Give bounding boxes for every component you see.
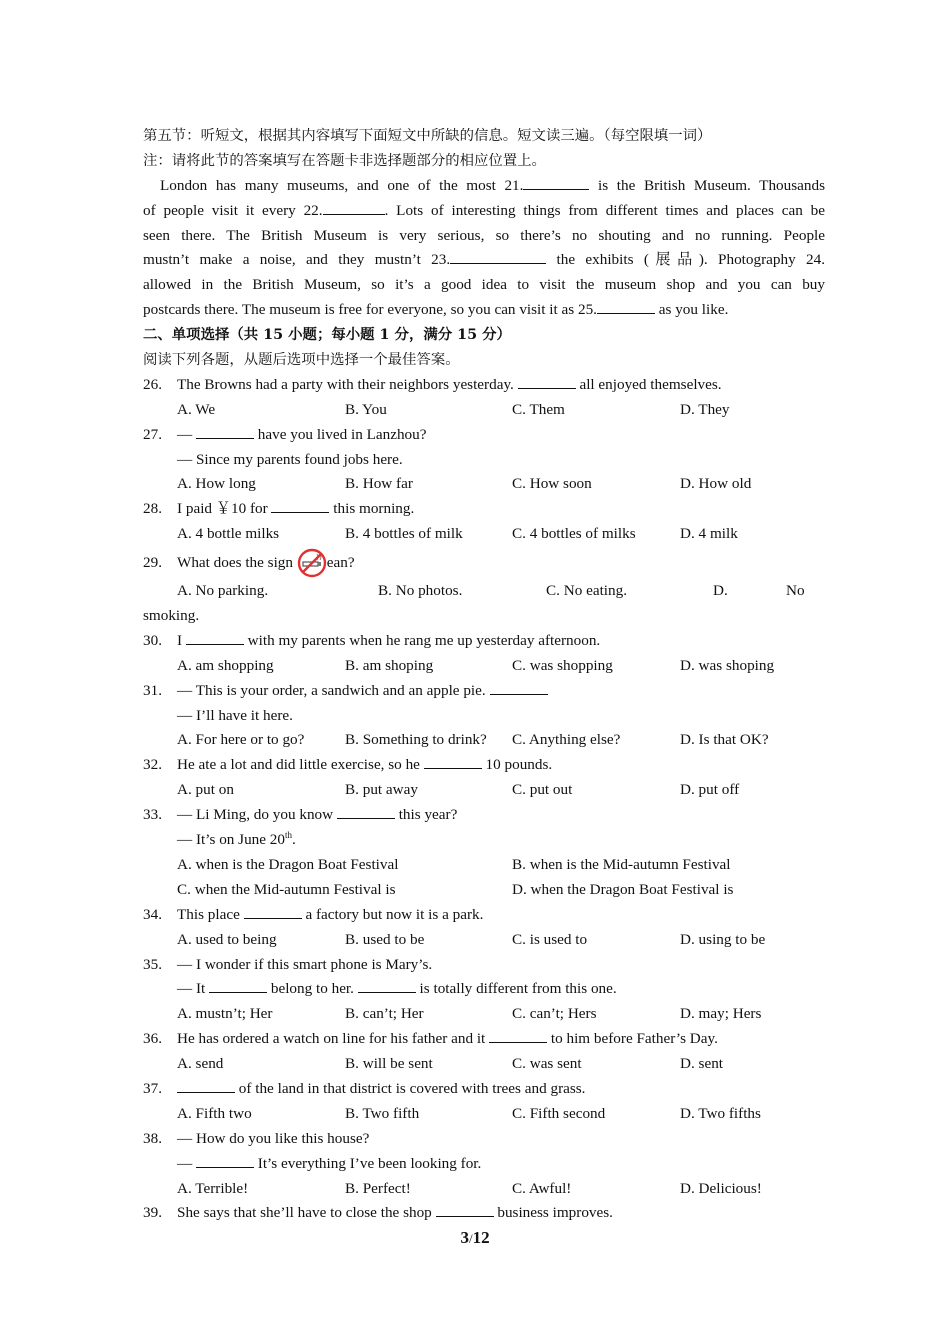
option-c[interactable]: C. How soon [512, 475, 592, 493]
option-b[interactable]: B. Two fifth [345, 1104, 420, 1122]
options-29 [143, 579, 825, 604]
blank-21 [523, 174, 589, 190]
question-28: 28. I paid ￥10 for this morning. [143, 497, 825, 522]
answer-blank [358, 977, 416, 993]
options-33-ab [143, 853, 825, 878]
option-a[interactable]: A. For here or to go? [177, 731, 305, 749]
answer-blank [518, 373, 576, 389]
question-27: 27. — have you lived in Lanzhou? [143, 423, 825, 448]
option-c[interactable]: C. was shopping [512, 656, 613, 674]
question-38: 38. — How do you like this house? [143, 1129, 370, 1147]
option-a[interactable]: A. We [177, 400, 216, 418]
option-c[interactable]: C. Fifth second [512, 1104, 606, 1122]
question-32: 32. He ate a lot and did little exercise, so he 10 pounds. [143, 753, 825, 778]
option-b[interactable]: B. You [345, 400, 387, 418]
options-38 [143, 1177, 825, 1202]
question-27-reply: — Since my parents found jobs here. [177, 450, 403, 468]
option-c[interactable]: C. Awful! [512, 1179, 572, 1197]
option-b[interactable]: B. 4 bottles of milk [345, 525, 463, 543]
question-31: 31. — This is your order, a sandwich and an apple pie. [143, 679, 825, 704]
option-d[interactable]: D. They [680, 400, 730, 418]
answer-blank [337, 803, 395, 819]
option-d[interactable]: D. 4 milk [680, 525, 738, 543]
answer-blank [244, 903, 302, 919]
answer-blank [196, 423, 254, 439]
answer-blank [271, 497, 329, 513]
blank-23 [450, 248, 546, 264]
option-c[interactable]: C. can’t; Hers [512, 1005, 597, 1023]
answer-blank [489, 1027, 547, 1043]
option-d[interactable]: D. was shoping [680, 656, 775, 674]
question-33-reply: — It’s on June 20th. [177, 829, 296, 849]
option-c[interactable]: C. 4 bottles of milks [512, 525, 636, 543]
options-35 [143, 1002, 825, 1027]
passage-line: postcards there. The museum is free for everyone, so you can visit it as 25. as you like. [143, 298, 825, 323]
option-d[interactable]: D. sent [680, 1055, 724, 1073]
option-c[interactable]: C. Anything else? [512, 731, 621, 749]
options-26 [143, 398, 825, 423]
option-b[interactable]: B. am shoping [345, 656, 434, 674]
option-d[interactable]: D. Two fifths [680, 1104, 761, 1122]
option-b[interactable]: B. Something to drink? [345, 731, 487, 749]
exam-page [143, 124, 825, 1226]
option-b[interactable]: B. No photos. [378, 582, 463, 600]
option-a[interactable]: A. put on [177, 781, 234, 799]
options-33-cd [143, 878, 825, 903]
answer-blank [424, 753, 482, 769]
question-26: 26. The Browns had a party with their neighbors yesterday. all enjoyed themselves. [143, 373, 825, 398]
option-d[interactable]: D. Delicious! [680, 1179, 762, 1197]
option-a[interactable]: A. am shopping [177, 656, 274, 674]
option-c[interactable]: C. No eating. [546, 582, 627, 600]
question-35-reply: — It belong to her. is totally different from this one. [143, 977, 825, 1002]
passage-line: London has many museums, and one of the most 21. is the British Museum. Thousands [143, 174, 825, 199]
option-b[interactable]: B. Perfect! [345, 1179, 411, 1197]
option-b[interactable]: B. when is the Mid-autumn Festival [512, 855, 731, 873]
passage-line: mustn’t make a noise, and they mustn’t 23. the exhibits (展品). Photography 24. [143, 248, 825, 273]
options-36 [143, 1052, 825, 1077]
option-a[interactable]: A. Fifth two [177, 1104, 252, 1122]
option-d[interactable]: D. [713, 582, 728, 600]
section5-heading: 第五节：听短文，根据其内容填写下面短文中所缺的信息。短文读三遍。（每空限填一词） [143, 128, 712, 144]
option-b[interactable]: B. can’t; Her [345, 1005, 424, 1023]
option-c[interactable]: C. put out [512, 781, 573, 799]
option-a[interactable]: A. when is the Dragon Boat Festival [177, 855, 399, 873]
option-d[interactable]: D. when the Dragon Boat Festival is [512, 880, 734, 898]
options-27 [143, 472, 825, 497]
options-29-wrap: smoking. [143, 607, 200, 625]
question-34: 34. This place a factory but now it is a park. [143, 903, 825, 928]
options-32 [143, 778, 825, 803]
option-a[interactable]: A. Terrible! [177, 1179, 249, 1197]
passage-line: seen there. The British Museum is very serious, so there’s no shouting and no running. People [143, 226, 825, 244]
question-31-reply: — I’ll have it here. [177, 706, 293, 724]
option-a[interactable]: A. mustn’t; Her [177, 1005, 273, 1023]
option-c[interactable]: C. when the Mid-autumn Festival is [177, 880, 396, 898]
question-36: 36. He has ordered a watch on line for his father and it to him before Father’s Day. [143, 1027, 825, 1052]
question-37: 37. of the land in that district is covered with trees and grass. [143, 1077, 825, 1102]
option-a[interactable]: A. send [177, 1055, 224, 1073]
option-a[interactable]: A. 4 bottle milks [177, 525, 280, 543]
question-35: 35. — I wonder if this smart phone is Mary’s. [143, 955, 433, 973]
blank-22 [323, 199, 385, 215]
question-39: 39. She says that she’ll have to close the shop business improves. [143, 1201, 825, 1226]
option-c[interactable]: C. was sent [512, 1055, 582, 1073]
options-34 [143, 928, 825, 953]
passage-line: allowed in the British Museum, so it’s a good idea to visit the museum shop and you can buy [143, 276, 825, 294]
passage-line: of people visit it every 22. . Lots of interesting things from different times and places can be [143, 199, 825, 224]
answer-blank [436, 1201, 494, 1217]
option-a[interactable]: A. used to being [177, 930, 277, 948]
no-smoking-sign-icon [297, 548, 327, 578]
options-37 [143, 1102, 825, 1127]
section2-heading: 二、单项选择（共 15 小题；每小题 1 分，满分 15 分） [143, 326, 511, 344]
option-b[interactable]: B. put away [345, 781, 418, 799]
question-30: 30. I with my parents when he rang me up yesterday afternoon. [143, 629, 825, 654]
question-38-reply: — It’s everything I’ve been looking for. [143, 1152, 825, 1177]
option-d[interactable]: D. How old [680, 475, 752, 493]
option-c[interactable]: C. is used to [512, 930, 588, 948]
option-b[interactable]: B. will be sent [345, 1055, 433, 1073]
options-28 [143, 522, 825, 547]
question-33: 33. — Li Ming, do you know this year? [143, 803, 825, 828]
page-number: 3/12 [460, 1228, 490, 1247]
answer-blank [196, 1152, 254, 1168]
option-b[interactable]: B. used to be [345, 930, 425, 948]
option-d[interactable]: D. using to be [680, 930, 766, 948]
answer-blank [186, 629, 244, 645]
section5-note: 注：请将此节的答案填写在答题卡非选择题部分的相应位置上。 [143, 152, 546, 169]
option-a[interactable]: A. No parking. [177, 582, 269, 600]
option-d-text[interactable]: No [786, 582, 805, 600]
blank-25 [597, 298, 655, 314]
option-d[interactable]: D. may; Hers [680, 1005, 762, 1023]
option-a[interactable]: A. How long [177, 475, 256, 493]
question-29: 29. What does the sign ean? [143, 547, 825, 579]
passage [143, 174, 825, 323]
option-c[interactable]: C. Them [512, 400, 565, 418]
answer-blank [490, 679, 548, 695]
section2-instruction: 阅读下列各题，从题后选项中选择一个最佳答案。 [143, 352, 460, 369]
option-d[interactable]: D. put off [680, 781, 740, 799]
options-30 [143, 654, 825, 679]
option-b[interactable]: B. How far [345, 475, 413, 493]
option-d[interactable]: D. Is that OK? [680, 731, 769, 749]
answer-blank [177, 1077, 235, 1093]
answer-blank [209, 977, 267, 993]
options-31 [143, 728, 825, 753]
